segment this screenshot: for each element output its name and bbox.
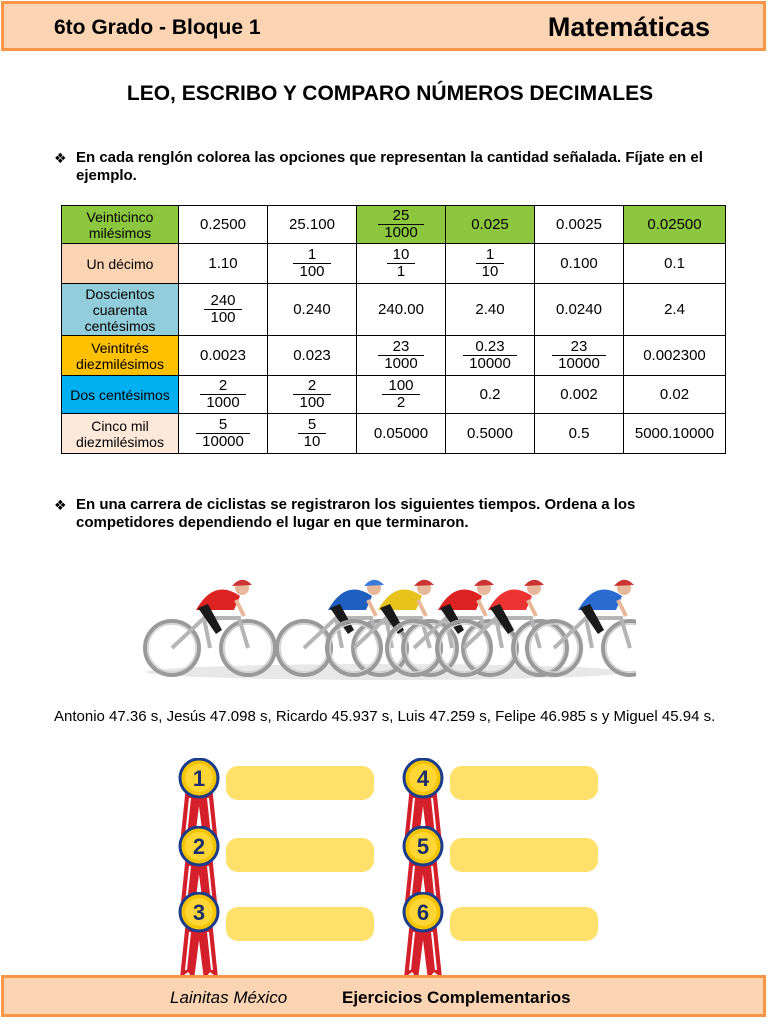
decimal-cell[interactable]: 2.4 <box>624 284 726 336</box>
table-row <box>62 414 726 454</box>
decimal-cell[interactable]: 240.00 <box>357 284 446 336</box>
answer-slot[interactable] <box>450 838 598 872</box>
fraction-cell[interactable] <box>357 206 446 244</box>
subject-title: Matemáticas <box>547 12 710 42</box>
denominator: 1 <box>396 263 406 280</box>
fraction <box>204 293 241 326</box>
numerator: 100 <box>382 378 419 395</box>
fraction <box>463 339 517 372</box>
place-number: 2 <box>192 834 206 859</box>
table-row <box>62 336 726 376</box>
denominator: 1000 <box>206 394 240 411</box>
row-label: Un décimo <box>62 244 179 284</box>
fraction-cell[interactable] <box>179 414 268 454</box>
denominator: 100 <box>299 263 325 280</box>
place-number: 1 <box>192 766 206 791</box>
answer-slot[interactable] <box>226 838 374 872</box>
instruction-1 <box>54 149 734 185</box>
table-row <box>62 244 726 284</box>
row-label: Veinticinco milésimos <box>62 206 179 244</box>
fraction-cell[interactable] <box>446 336 535 376</box>
ribbon-medal-icon <box>400 892 446 982</box>
decimal-cell[interactable]: 0.002300 <box>624 336 726 376</box>
denominator: 100 <box>299 394 325 411</box>
answer-slot[interactable] <box>226 766 374 800</box>
denominator: 10 <box>481 263 499 280</box>
numerator: 5 <box>298 417 327 434</box>
answer-slot[interactable] <box>450 907 598 941</box>
decimal-cell[interactable]: 0.1 <box>624 244 726 284</box>
denominator: 1000 <box>384 224 418 241</box>
place-number: 3 <box>192 900 206 925</box>
decimal-cell[interactable]: 5000.10000 <box>624 414 726 454</box>
fraction <box>387 247 416 280</box>
fraction-cell[interactable] <box>357 336 446 376</box>
instruction-2 <box>54 496 734 532</box>
fraction-cell[interactable] <box>268 376 357 414</box>
numerator: 2 <box>200 378 245 395</box>
grade-label: 6to Grado - Bloque 1 <box>54 16 261 39</box>
numerator: 1 <box>293 247 330 264</box>
decimal-cell[interactable]: 25.100 <box>268 206 357 244</box>
diamond-bullet-icon: ❖ <box>54 150 67 166</box>
fraction-cell[interactable] <box>268 244 357 284</box>
numerator: 0.23 <box>463 339 517 356</box>
fraction <box>378 208 423 241</box>
fraction <box>196 417 250 450</box>
decimal-cell[interactable]: 0.025 <box>446 206 535 244</box>
footer-series: Ejercicios Complementarios <box>342 988 571 1007</box>
row-label: Cinco mil diezmilésimos <box>62 414 179 454</box>
numerator: 5 <box>196 417 250 434</box>
place-number: 4 <box>416 766 430 791</box>
fraction-cell[interactable] <box>268 414 357 454</box>
decimal-cell[interactable]: 0.240 <box>268 284 357 336</box>
place-number: 6 <box>416 900 430 925</box>
worksheet-title: LEO, ESCRIBO Y COMPARO NÚMEROS DECIMALES <box>126 82 654 105</box>
cyclists-illustration <box>136 560 636 682</box>
decimal-cell[interactable]: 0.2 <box>446 376 535 414</box>
numerator: 23 <box>378 339 423 356</box>
instruction-2-text: En una carrera de ciclistas se registraron los siguientes tiempos. Ordena a los competidores dependiendo el lugar en que terminaron. <box>76 496 636 531</box>
numerator: 240 <box>204 293 241 310</box>
table-row <box>62 206 726 244</box>
fraction <box>200 378 245 411</box>
decimal-cell[interactable]: 0.0240 <box>535 284 624 336</box>
fraction-cell[interactable] <box>357 244 446 284</box>
fraction <box>293 378 330 411</box>
denominator: 10000 <box>469 355 511 372</box>
fraction-cell[interactable] <box>357 376 446 414</box>
decimal-table <box>61 205 726 454</box>
decimal-cell[interactable]: 0.5 <box>535 414 624 454</box>
decimal-cell[interactable]: 0.023 <box>268 336 357 376</box>
numerator: 25 <box>378 208 423 225</box>
place-number: 5 <box>416 834 430 859</box>
fraction <box>552 339 606 372</box>
decimal-cell[interactable]: 0.05000 <box>357 414 446 454</box>
numerator: 10 <box>387 247 416 264</box>
numerator: 1 <box>476 247 505 264</box>
answer-slot[interactable] <box>450 766 598 800</box>
decimal-cell[interactable]: 2.40 <box>446 284 535 336</box>
decimal-cell[interactable]: 0.0025 <box>535 206 624 244</box>
denominator: 10 <box>303 433 321 450</box>
decimal-cell[interactable]: 1.10 <box>179 244 268 284</box>
table-row <box>62 284 726 336</box>
page-header <box>1 1 766 51</box>
decimal-cell[interactable]: 0.02 <box>624 376 726 414</box>
fraction-cell[interactable] <box>179 284 268 336</box>
fraction-cell[interactable] <box>446 244 535 284</box>
decimal-cell[interactable]: 0.2500 <box>179 206 268 244</box>
denominator: 1000 <box>384 355 418 372</box>
page-footer <box>1 975 766 1017</box>
decimal-cell[interactable]: 0.100 <box>535 244 624 284</box>
fraction <box>298 417 327 450</box>
fraction-cell[interactable] <box>179 376 268 414</box>
cyclist-figure <box>145 580 275 675</box>
numerator: 23 <box>552 339 606 356</box>
fraction <box>382 378 419 411</box>
footer-credit: Lainitas México <box>170 988 288 1007</box>
denominator: 10000 <box>558 355 600 372</box>
decimal-cell[interactable]: 0.5000 <box>446 414 535 454</box>
decimal-cell[interactable]: 0.02500 <box>624 206 726 244</box>
cyclist-figure <box>527 580 636 675</box>
denominator: 100 <box>210 309 236 326</box>
ribbon-medal-icon <box>176 892 222 982</box>
fraction <box>476 247 505 280</box>
denominator: 10000 <box>202 433 244 450</box>
race-times: Antonio 47.36 s, Jesús 47.098 s, Ricardo 45.937 s, Luis 47.259 s, Felipe 46.985 s y Miguel 45.94 s. <box>54 708 716 725</box>
answer-slot[interactable] <box>226 907 374 941</box>
row-label: Dos centésimos <box>62 376 179 414</box>
fraction <box>293 247 330 280</box>
denominator: 2 <box>396 394 406 411</box>
decimal-cell[interactable]: 0.0023 <box>179 336 268 376</box>
table-row <box>62 376 726 414</box>
numerator: 2 <box>293 378 330 395</box>
fraction-cell[interactable] <box>535 336 624 376</box>
fraction <box>378 339 423 372</box>
instruction-1-text: En cada renglón colorea las opciones que representan la cantidad señalada. Fíjate en el ejemplo. <box>76 149 703 184</box>
row-label: Doscientos cuarenta centésimos <box>62 284 179 336</box>
diamond-bullet-icon: ❖ <box>54 497 67 513</box>
decimal-cell[interactable]: 0.002 <box>535 376 624 414</box>
row-label: Veintitrés diezmilésimos <box>62 336 179 376</box>
